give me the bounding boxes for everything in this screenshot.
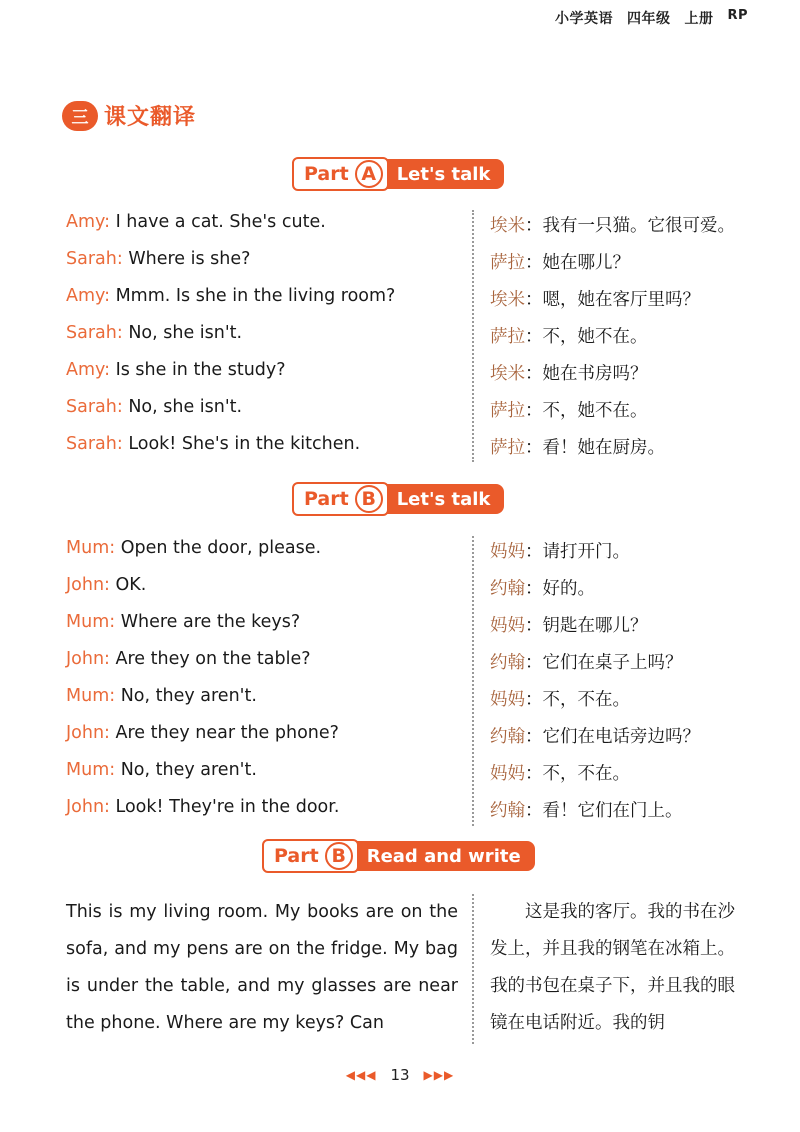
part-word: Part bbox=[274, 845, 319, 867]
dialogue-line bbox=[0, 323, 800, 360]
english-text: Are they on the table? bbox=[109, 649, 311, 669]
chinese-text: ：不，她不在。 bbox=[525, 327, 648, 347]
english-speaker: Mum: bbox=[66, 538, 116, 558]
english-line bbox=[66, 538, 321, 558]
english-text: I have a cat. She's cute. bbox=[110, 212, 326, 232]
dialogue-line bbox=[0, 212, 800, 249]
chinese-speaker: 约翰 bbox=[490, 653, 525, 673]
chinese-line bbox=[490, 797, 683, 822]
read-english-paragraph: This is my living room. My books are on the sofa, and my pens are on the fridge. My bag is under the table, and my glasses are near the phone. Where are my keys? Can bbox=[66, 902, 458, 1033]
dialogue-line bbox=[0, 397, 800, 434]
section-label: 课文翻译 bbox=[104, 105, 197, 130]
english-speaker: Amy: bbox=[66, 212, 110, 232]
english-line bbox=[66, 434, 360, 454]
english-speaker: John: bbox=[66, 649, 110, 669]
english-text: Is she in the study? bbox=[110, 360, 286, 380]
english-speaker: Mum: bbox=[66, 760, 116, 780]
chinese-line bbox=[490, 397, 648, 422]
english-text: No, they aren't. bbox=[115, 760, 257, 780]
part-a-banner bbox=[292, 158, 504, 190]
english-line bbox=[66, 575, 146, 595]
part-a-dialogue bbox=[0, 212, 800, 471]
english-speaker: Mum: bbox=[66, 686, 116, 706]
part-letter: B bbox=[325, 842, 353, 870]
chinese-text: ：不，不在。 bbox=[525, 690, 630, 710]
dialogue-line bbox=[0, 760, 800, 797]
part-b-read-banner bbox=[262, 840, 535, 872]
chinese-speaker: 妈妈 bbox=[490, 764, 525, 784]
chinese-line bbox=[490, 360, 648, 385]
chinese-line bbox=[490, 612, 648, 637]
chinese-text: ：好的。 bbox=[525, 579, 595, 599]
english-line bbox=[66, 397, 242, 417]
dialogue-line bbox=[0, 538, 800, 575]
english-text: Where are the keys? bbox=[115, 612, 301, 632]
english-speaker: John: bbox=[66, 575, 110, 595]
column-divider bbox=[472, 894, 474, 1044]
dialogue-line bbox=[0, 686, 800, 723]
english-line bbox=[66, 212, 326, 232]
english-speaker: Amy: bbox=[66, 360, 110, 380]
chinese-speaker: 约翰 bbox=[490, 801, 525, 821]
read-chinese-paragraph: 这是我的客厅。我的书在沙发上，并且我的钢笔在冰箱上。我的书包在桌子下，并且我的眼镜在电话附近。我的钥 bbox=[490, 902, 735, 1033]
section-number-badge: 三 bbox=[62, 101, 98, 131]
chinese-text: ：她在书房吗？ bbox=[525, 364, 648, 384]
chinese-speaker: 妈妈 bbox=[490, 616, 525, 636]
dialogue-line bbox=[0, 249, 800, 286]
english-text: Look! They're in the door. bbox=[109, 797, 340, 817]
chinese-line bbox=[490, 575, 595, 600]
english-speaker: Amy: bbox=[66, 286, 110, 306]
next-arrows-icon: ▶▶▶ bbox=[423, 1068, 455, 1082]
part-b-banner bbox=[292, 483, 504, 515]
chinese-speaker: 埃米 bbox=[490, 216, 525, 236]
part-b-dialogue bbox=[0, 538, 800, 834]
part-a-subtitle: Let's talk bbox=[381, 159, 505, 189]
english-text: Where is she? bbox=[122, 249, 251, 269]
chinese-line bbox=[490, 760, 630, 785]
english-line bbox=[66, 360, 286, 380]
part-word: Part bbox=[304, 163, 349, 185]
dialogue-line bbox=[0, 649, 800, 686]
chinese-line bbox=[490, 323, 648, 348]
page-footer bbox=[0, 1066, 800, 1084]
part-letter: B bbox=[355, 485, 383, 513]
chinese-speaker: 埃米 bbox=[490, 364, 525, 384]
english-text: OK. bbox=[109, 575, 147, 595]
part-b-read-tag bbox=[262, 839, 359, 873]
header-grade: 四年级 bbox=[626, 11, 671, 27]
chinese-speaker: 萨拉 bbox=[490, 401, 525, 421]
chinese-text: ：我有一只猫。它很可爱。 bbox=[525, 216, 735, 236]
header-subject: 小学英语 bbox=[554, 11, 613, 27]
chinese-speaker: 约翰 bbox=[490, 579, 525, 599]
chinese-text: ：它们在电话旁边吗？ bbox=[525, 727, 700, 747]
part-b-subtitle: Let's talk bbox=[381, 484, 505, 514]
chinese-text: ：她在哪儿？ bbox=[525, 253, 630, 273]
english-speaker: Sarah: bbox=[66, 323, 123, 343]
english-text: No, she isn't. bbox=[122, 397, 243, 417]
english-line bbox=[66, 612, 300, 632]
dialogue-line bbox=[0, 434, 800, 471]
english-text: Are they near the phone? bbox=[109, 723, 339, 743]
header-edition: RP bbox=[727, 8, 748, 23]
header-meta bbox=[555, 8, 748, 28]
chinese-line bbox=[490, 723, 700, 748]
english-line bbox=[66, 797, 339, 817]
chinese-line bbox=[490, 686, 630, 711]
english-line bbox=[66, 649, 311, 669]
chinese-line bbox=[490, 286, 700, 311]
chinese-text: ：看！它们在门上。 bbox=[525, 801, 683, 821]
page-number: 13 bbox=[390, 1066, 410, 1084]
chinese-speaker: 埃米 bbox=[490, 290, 525, 310]
chinese-speaker: 妈妈 bbox=[490, 690, 525, 710]
part-b-read-subtitle: Read and write bbox=[351, 841, 535, 871]
english-line bbox=[66, 286, 395, 306]
english-speaker: Sarah: bbox=[66, 249, 123, 269]
chinese-line bbox=[490, 249, 630, 274]
chinese-text: ：看！她在厨房。 bbox=[525, 438, 665, 458]
chinese-speaker: 妈妈 bbox=[490, 542, 525, 562]
chinese-text: ：请打开门。 bbox=[525, 542, 630, 562]
dialogue-line bbox=[0, 723, 800, 760]
part-b-tag bbox=[292, 482, 389, 516]
english-speaker: John: bbox=[66, 723, 110, 743]
part-word: Part bbox=[304, 488, 349, 510]
chinese-text: ：它们在桌子上吗？ bbox=[525, 653, 683, 673]
english-text: No, she isn't. bbox=[122, 323, 243, 343]
chinese-line bbox=[490, 434, 665, 459]
dialogue-line bbox=[0, 797, 800, 834]
dialogue-line bbox=[0, 360, 800, 397]
dialogue-line bbox=[0, 612, 800, 649]
english-speaker: John: bbox=[66, 797, 110, 817]
chinese-text: ：不，她不在。 bbox=[525, 401, 648, 421]
prev-arrows-icon: ◀◀◀ bbox=[345, 1068, 377, 1082]
dialogue-line bbox=[0, 575, 800, 612]
chinese-speaker: 萨拉 bbox=[490, 327, 525, 347]
english-line bbox=[66, 249, 250, 269]
english-speaker: Sarah: bbox=[66, 397, 123, 417]
english-speaker: Sarah: bbox=[66, 434, 123, 454]
chinese-line bbox=[490, 212, 735, 237]
chinese-text: ：不，不在。 bbox=[525, 764, 630, 784]
chinese-speaker: 萨拉 bbox=[490, 438, 525, 458]
dialogue-line bbox=[0, 286, 800, 323]
header-volume: 上册 bbox=[684, 11, 714, 27]
part-a-tag bbox=[292, 157, 389, 191]
english-text: Mmm. Is she in the living room? bbox=[110, 286, 396, 306]
part-letter: A bbox=[355, 160, 383, 188]
chinese-speaker: 约翰 bbox=[490, 727, 525, 747]
english-line bbox=[66, 723, 339, 743]
chinese-line bbox=[490, 649, 683, 674]
chinese-speaker: 萨拉 bbox=[490, 253, 525, 273]
english-line bbox=[66, 323, 242, 343]
english-text: Look! She's in the kitchen. bbox=[122, 434, 361, 454]
chinese-text: ：钥匙在哪儿？ bbox=[525, 616, 648, 636]
english-line bbox=[66, 760, 257, 780]
chinese-text: ：嗯，她在客厅里吗？ bbox=[525, 290, 700, 310]
english-speaker: Mum: bbox=[66, 612, 116, 632]
section-title bbox=[62, 100, 196, 131]
english-line bbox=[66, 686, 257, 706]
english-text: Open the door, please. bbox=[115, 538, 322, 558]
chinese-line bbox=[490, 538, 630, 563]
english-text: No, they aren't. bbox=[115, 686, 257, 706]
